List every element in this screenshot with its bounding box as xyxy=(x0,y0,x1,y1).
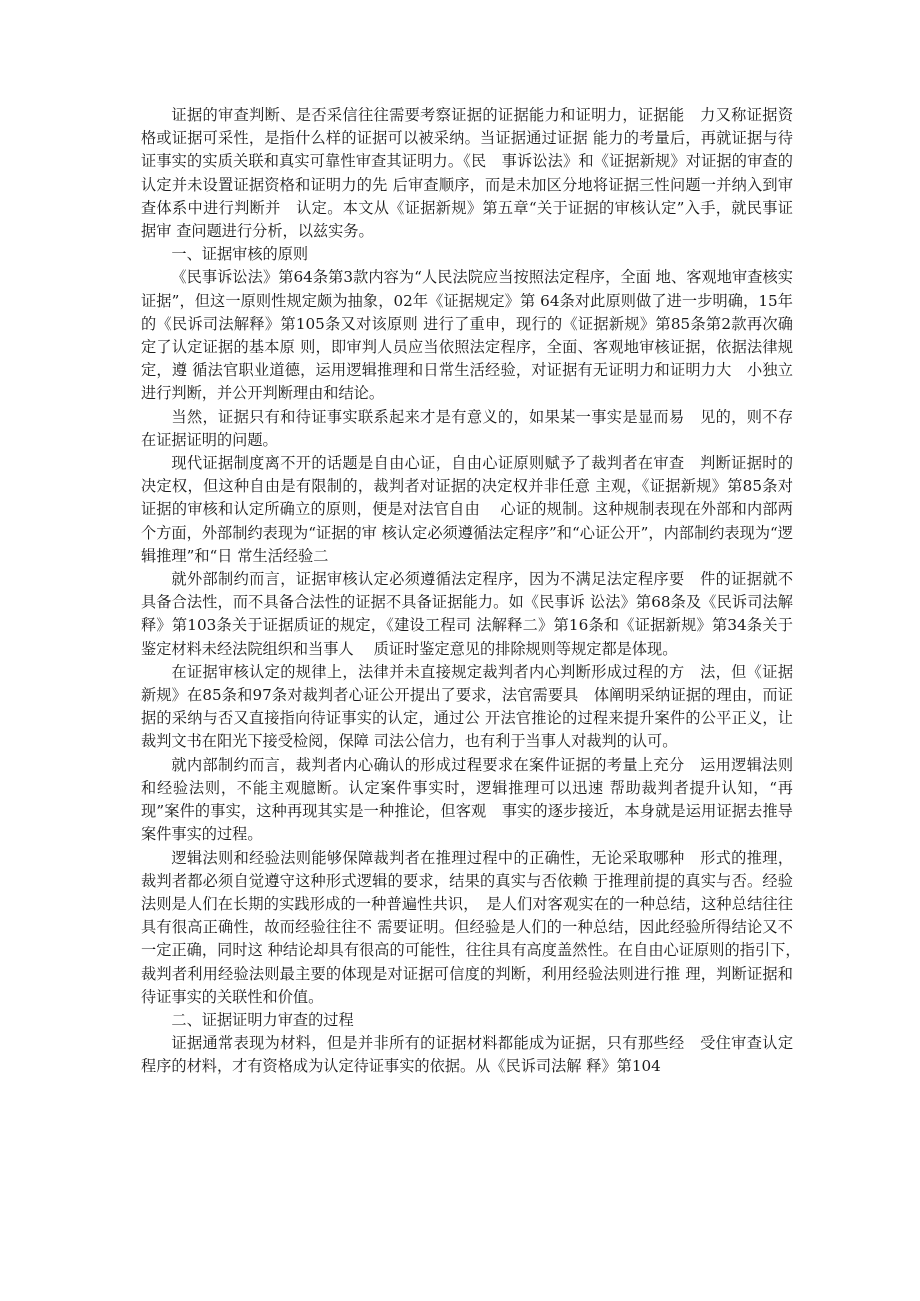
paragraph-obvious-fact: 当然，证据只有和待证事实联系起来才是有意义的，如果某一事实是显而易 见的，则不存在证据证明的问题。 xyxy=(141,407,793,449)
paragraph-open-reasoning: 在证据审核认定的规律上，法律并未直接规定裁判者内心判断形成过程的方 法，但《证据新规》在85条和97条对裁判者心证公开提出了要求，法官需要具 体阐明采纳证据的理由，而证据的采纳与否又直接指向待证事实的认定，通过公 开法官推论的过程来提升案件的公平正义，让裁判文书在阳光下接受检阅，保障 司法公信力，也有利于当事人对裁判的认可。 xyxy=(141,662,793,751)
paragraph-logic-experience: 逻辑法则和经验法则能够保障裁判者在推理过程中的正确性，无论采取哪种 形式的推理，裁判者都必须自觉遵守这种形式逻辑的要求，结果的真实与否依赖 于推理前提的真实与否。经验法则是人们在长期的实践形成的一种普遍性共识， 是人们对客观实在的一种总结，这种总结往往具有很高正确性，故而经验往往不 需要证明。但经验是人们的一种总结，因此经验所得结论又不一定正确，同时这 种结论却具有很高的可能性，往往具有高度盖然性。在自由心证原则的指引下， 裁判者利用经验法则最主要的体现是对证据可信度的判断，利用经验法则进行推 理，判断证据和待证事实的关联性和价值。 xyxy=(141,848,809,1006)
document-page xyxy=(141,104,809,1079)
section-heading-1: 一、证据审核的原则 xyxy=(171,245,309,264)
paragraph-internal-constraint: 就内部制约而言，裁判者内心确认的形成过程要求在案件证据的考量上充分 运用逻辑法则和经验法则，不能主观臆断。认定案件事实时，逻辑推理可以迅速 帮助裁判者提升认知，“再现”案件的事实，这种再现其实是一种推论，但客观 事实的逐步接近，本身就是运用证据去推导案件事实的过程。 xyxy=(141,755,793,844)
section-heading-2: 二、证据证明力审查的过程 xyxy=(171,1010,354,1029)
paragraph-external-constraint: 就外部制约而言，证据审核认定必须遵循法定程序，因为不满足法定程序要 件的证据就不具备合法性，而不具备合法性的证据不具备证据能力。如《民事诉 讼法》第68条及《民诉司法解释》第103条关于证据质证的规定，《建设工程司 法解释二》第16条和《证据新规》第34条关于鉴定材料未经法院组织和当事人 质证时鉴定意见的排除规则等规定都是体现。 xyxy=(141,570,793,658)
paragraph-principle: 《民事诉讼法》第64条第3款内容为“人民法院应当按照法定程序，全面 地、客观地审查核实证据”，但这一原则性规定颇为抽象，02年《证据规定》第 64条对此原则做了进一步明确，15年的《民诉司法解释》第105条又对该原则 进行了重申，现行的《证据新规》第85条第2款再次确定了认定证据的基本原 则，即审判人员应当依照法定程序，全面、客观地审核证据，依据法律规定，遵 循法官职业道德，运用逻辑推理和日常生活经验，对证据有无证明力和证明力大 小独立进行判断，并公开判断理由和结论。 xyxy=(141,268,793,403)
paragraph-intro: 证据的审查判断、是否采信往往需要考察证据的证据能力和证明力，证据能 力又称证据资格或证据可采性，是指什么样的证据可以被采纳。当证据通过证据 能力的考量后，再就证据与待证事实的实质关联和真实可靠性审查其证明力。《民 事诉讼法》和《证据新规》对证据的审查的认定并未设置证据资格和证明力的先 后审查顺序，而是未加区分地将证据三性问题一并纳入到审查体系中进行判断并 认定。本文从《证据新规》第五章“关于证据的审核认定”入手，就民事证据审 查问题进行分析，以兹实务。 xyxy=(141,106,793,241)
paragraph-free-evaluation: 现代证据制度离不开的话题是自由心证，自由心证原则赋予了裁判者在审查 判断证据时的决定权，但这种自由是有限制的，裁判者对证据的决定权并非任意 主观，《证据新规》第85条对证据的审核和认定所确立的原则，便是对法官自由 心证的规制。这种规制表现在外部和内部两个方面，外部制约表现为“证据的审 核认定必须遵循法定程序”和“心证公开”，内部制约表现为“逻辑推理”和“日 常生活经验二 xyxy=(141,454,793,565)
paragraph-evidence-materials: 证据通常表现为材料，但是并非所有的证据材料都能成为证据，只有那些经 受住审查认定程序的材料，才有资格成为认定待证事实的依据。从《民诉司法解 释》第104 xyxy=(141,1034,793,1076)
